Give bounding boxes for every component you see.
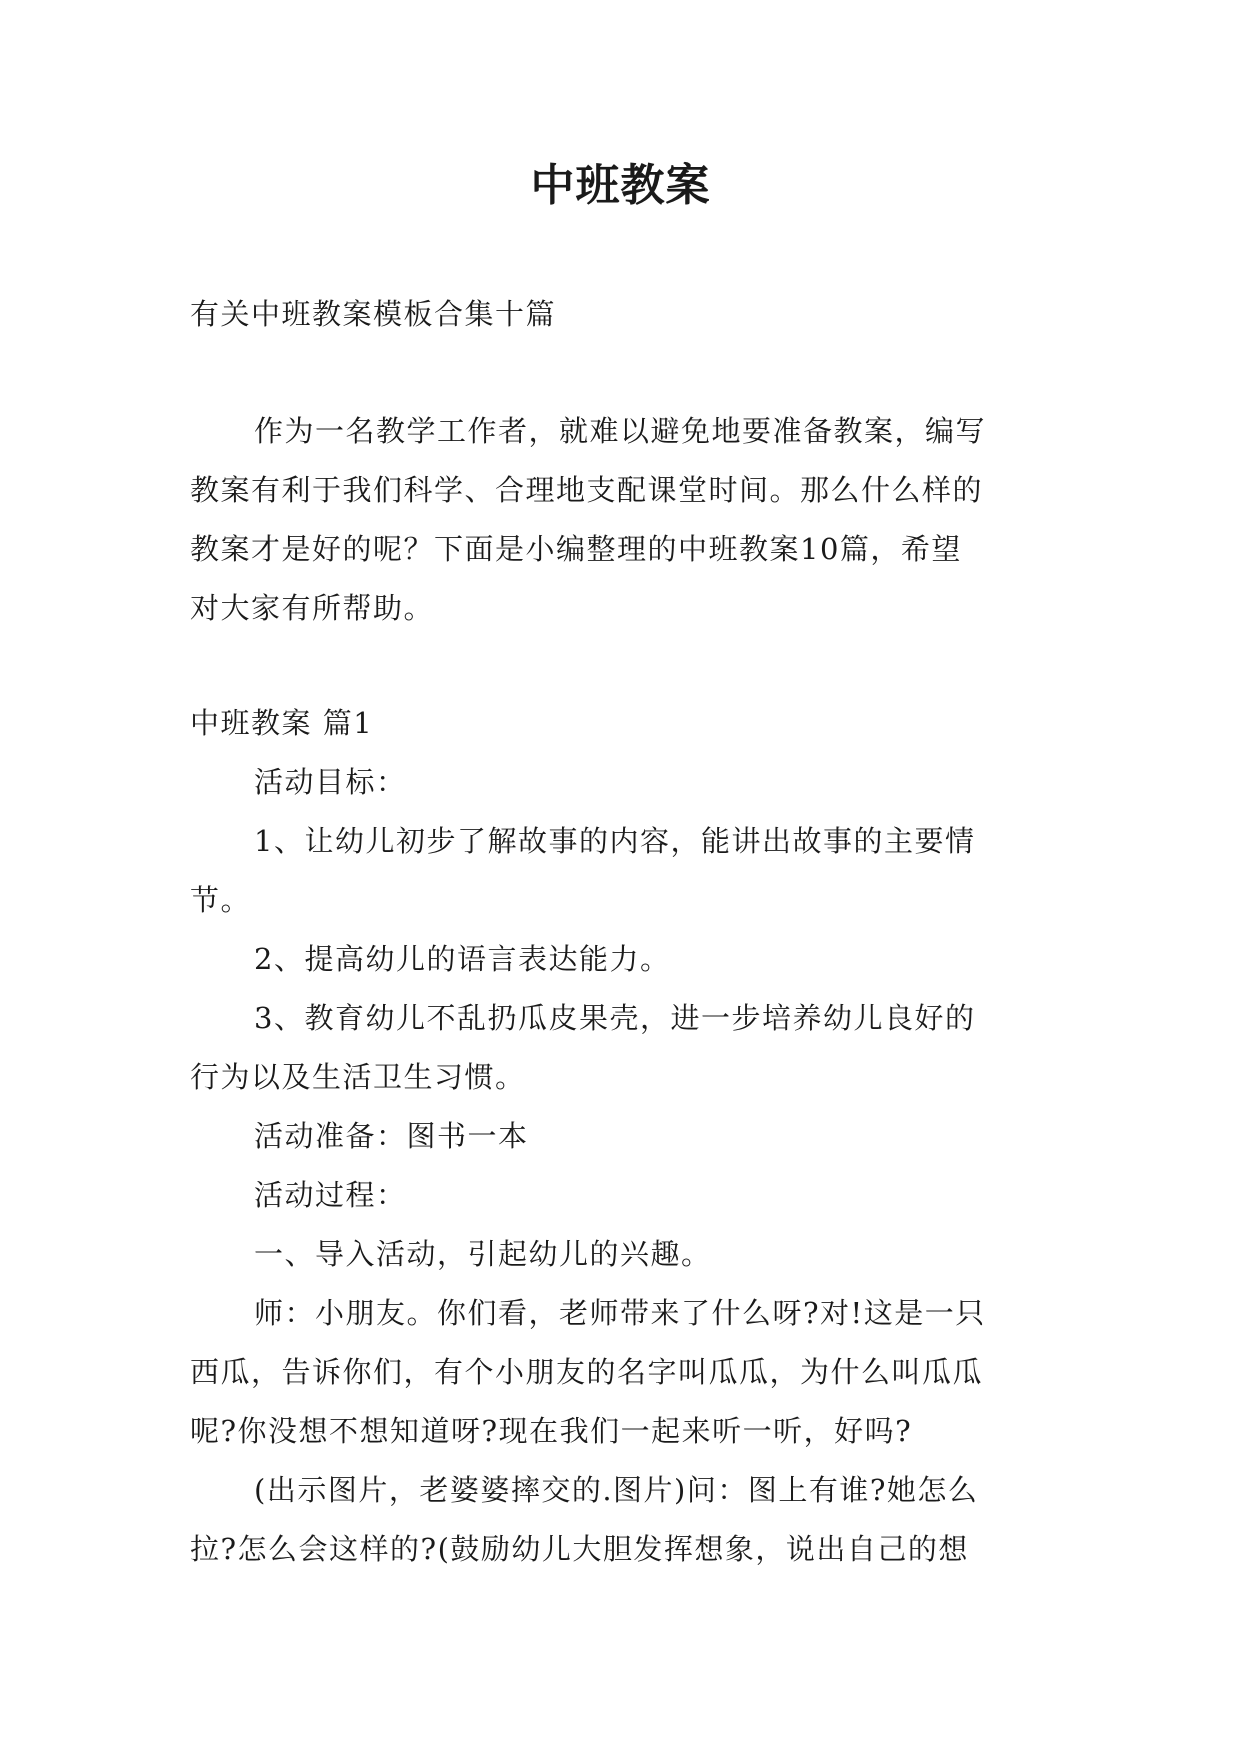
body-line: 活动过程： (254, 1178, 407, 1212)
body-line: 一、导入活动，引起幼儿的兴趣。 (254, 1237, 712, 1271)
body-line: 拉?怎么会这样的?(鼓励幼儿大胆发挥想象，说出自己的想 (190, 1532, 969, 1566)
body-line: 1、让幼儿初步了解故事的内容，能讲出故事的主要情 (254, 824, 976, 858)
document-subtitle: 有关中班教案模板合集十篇 (190, 297, 557, 331)
body-line: 行为以及生活卫生习惯。 (190, 1060, 526, 1094)
body-line: 西瓜，告诉你们，有个小朋友的名字叫瓜瓜，为什么叫瓜瓜 (190, 1355, 984, 1389)
body-line: 呢?你没想不想知道呀?现在我们一起来听一听，好吗? (190, 1414, 913, 1448)
body-line: 师：小朋友。你们看，老师带来了什么呀?对!这是一只 (254, 1296, 986, 1330)
intro-line: 作为一名教学工作者，就难以避免地要准备教案，编写 (254, 414, 987, 448)
section-heading: 中班教案 篇1 (190, 706, 374, 740)
section-body (190, 694, 1060, 1579)
body-line: (出示图片，老婆婆摔交的.图片)问：图上有谁?她怎么 (254, 1473, 979, 1507)
body-line: 活动准备：图书一本 (254, 1119, 529, 1153)
body-line: 活动目标： (254, 765, 407, 799)
body-line: 3、教育幼儿不乱扔瓜皮果壳，进一步培养幼儿良好的 (254, 1001, 976, 1035)
document-title: 中班教案 (530, 160, 711, 211)
intro-paragraph (190, 402, 1060, 638)
body-line: 节。 (190, 883, 252, 917)
body-line: 2、提高幼儿的语言表达能力。 (254, 942, 671, 976)
intro-line: 教案有利于我们科学、合理地支配课堂时间。那么什么样的 (190, 473, 984, 507)
intro-line: 对大家有所帮助。 (190, 591, 435, 625)
intro-line: 教案才是好的呢？下面是小编整理的中班教案10篇，希望 (190, 532, 962, 566)
